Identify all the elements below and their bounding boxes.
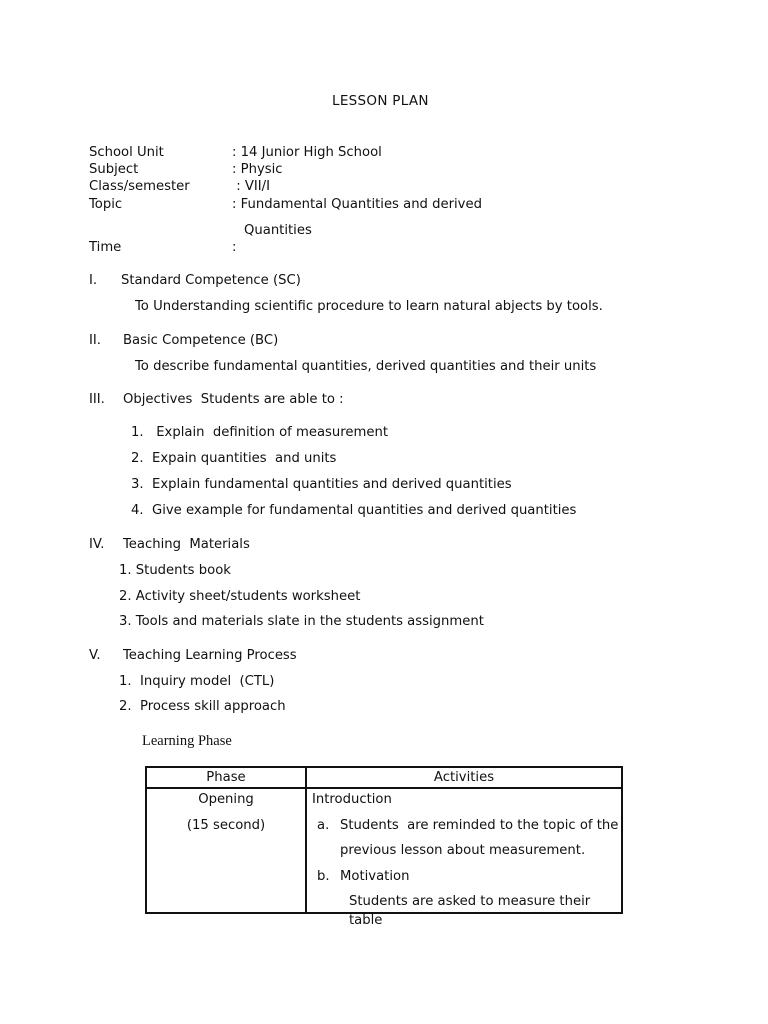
list-item-number: 1. [119, 674, 132, 689]
activity-marker-b: b. [317, 868, 330, 884]
info-value-school-unit: : 14 Junior High School [232, 145, 382, 160]
list-item-number: 1. [131, 425, 144, 440]
phase-cell [146, 788, 306, 913]
list-item: Expain quantities and units [152, 451, 337, 466]
list-item: Explain definition of measurement [152, 425, 389, 440]
activity-a-line2: previous lesson about measurement. [340, 843, 586, 858]
info-value-topic: : Fundamental Quantities and derived [232, 197, 482, 212]
list-item-number: 4. [131, 503, 144, 518]
list-item: 2. Activity sheet/students worksheet [119, 589, 361, 604]
list-item: Explain fundamental quantities and derived quantities [152, 477, 512, 492]
info-label-time: Time [89, 240, 122, 255]
info-label-school-unit: School Unit [89, 145, 164, 160]
info-value-subject: : Physic [232, 162, 283, 177]
info-label-topic: Topic [89, 197, 123, 212]
info-value-class-semester: : VII/I [232, 179, 270, 194]
activity-b-line1: Motivation [340, 868, 410, 884]
activity-a-line1: Students are reminded to the topic of the [340, 817, 619, 833]
learning-phase-table [145, 766, 623, 928]
section-heading-basic-competence: Basic Competence (BC) [123, 333, 279, 348]
list-item: 1. Students book [119, 563, 231, 578]
section-body-standard-competence: To Understanding scientific procedure to learn natural abjects by tools. [135, 299, 603, 314]
list-item: Process skill approach [140, 699, 286, 714]
section-body-basic-competence: To describe fundamental quantities, derived quantities and their units [135, 359, 597, 374]
info-value-time: : [232, 240, 237, 255]
list-item-number: 3. [131, 477, 144, 492]
activity-marker-a: a. [317, 817, 330, 833]
list-item-number: 2. [119, 699, 132, 714]
info-label-subject: Subject [89, 162, 139, 177]
phase-duration: (15 second) [186, 817, 266, 833]
phase-name: Opening [198, 792, 254, 807]
column-header-activities: Activities [306, 767, 622, 788]
section-heading-standard-competence: Standard Competence (SC) [121, 273, 301, 288]
list-item-number: 2. [131, 451, 144, 466]
activity-intro: Introduction [312, 792, 392, 807]
info-value-topic-continued: Quantities [244, 223, 312, 238]
list-item: Give example for fundamental quantities and derived quantities [152, 503, 577, 518]
learning-phase-label: Learning Phase [142, 733, 232, 749]
list-item: Inquiry model (CTL) [140, 674, 275, 689]
section-number: II. [89, 333, 101, 348]
table-header-row [146, 767, 622, 788]
section-heading-teaching-learning-process: Teaching Learning Process [123, 648, 297, 663]
list-item: 3. Tools and materials slate in the students assignment [119, 614, 484, 629]
activities-cell [306, 788, 622, 928]
activity-b-line2: Students are asked to measure their table [349, 894, 591, 928]
section-number: I. [89, 273, 98, 288]
info-label-class-semester: Class/semester [89, 179, 190, 194]
section-number: IV. [89, 537, 105, 552]
activity-item-a [312, 816, 621, 842]
activity-item-b [312, 867, 621, 893]
section-heading-teaching-materials: Teaching Materials [123, 537, 250, 552]
section-number: V. [89, 648, 101, 663]
section-heading-objectives: Objectives Students are able to : [123, 392, 344, 407]
section-number: III. [89, 392, 105, 407]
table-row [146, 788, 622, 913]
document-title: LESSON PLAN [332, 93, 429, 109]
column-header-phase: Phase [146, 767, 306, 788]
